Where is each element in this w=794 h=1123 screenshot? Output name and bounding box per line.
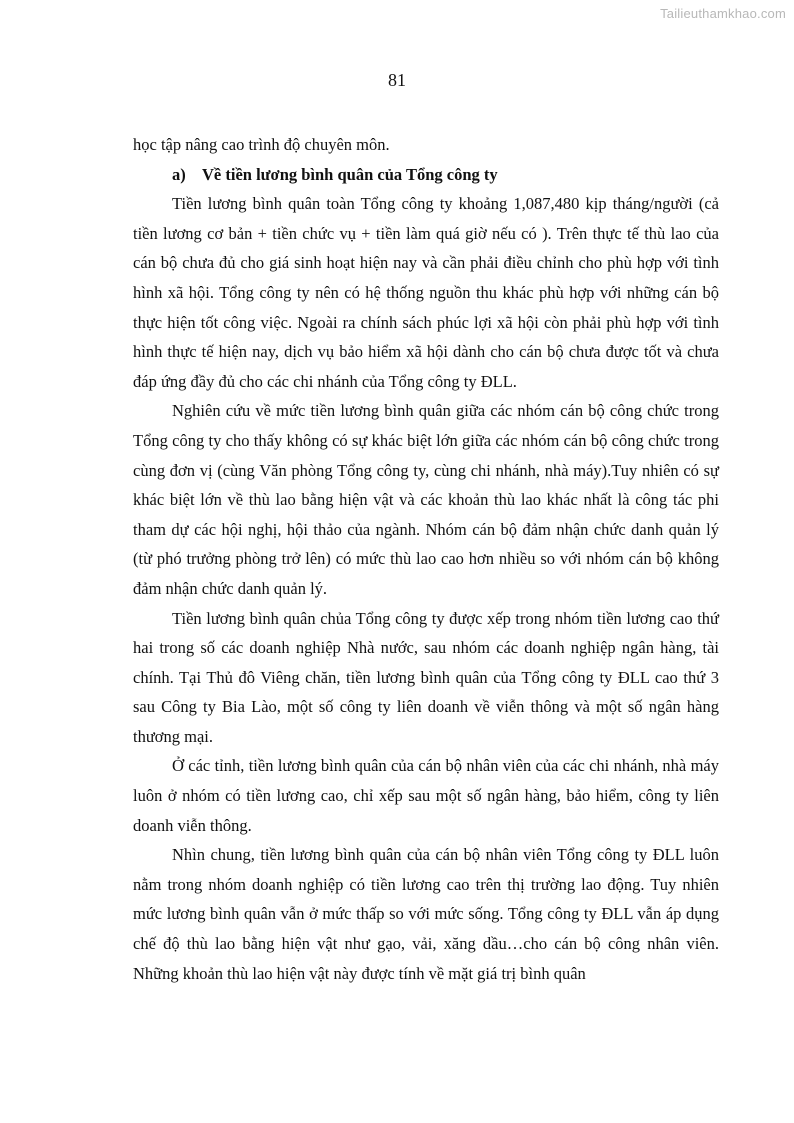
paragraph-average-salary: Tiền lương bình quân toàn Tổng công ty khoảng 1,087,480 kịp tháng/người (cả tiền lương cơ bản + tiền chức vụ + tiền làm quá giờ nếu có ). Trên thực tế thù lao của cán bộ chưa đủ cho giá sinh hoạt hiện nay và cần phải điều chỉnh cho phù hợp với tình hình xã hội. Tổng công ty nên có hệ thống nguồn thu khác phù hợp với những cán bộ thực hiện tốt công việc. Ngoài ra chính sách phúc lợi xã hội còn phải phù hợp với tình hình thực tế hiện nay, dịch vụ bảo hiểm xã hội dành cho cán bộ chưa được tốt và chưa đáp ứng đầy đủ cho các chi nhánh của Tổng công ty ĐLL. bbox=[133, 194, 719, 391]
section-heading-marker: a) bbox=[172, 164, 186, 184]
paragraph-salary-ranking: Tiền lương bình quân chủa Tổng công ty được xếp trong nhóm tiền lương cao thứ hai trong số các doanh nghiệp Nhà nước, sau nhóm các doanh nghiệp ngân hàng, tài chính. Tại Thủ đô Viêng chăn, tiền lương bình quân của Tổng công ty ĐLL cao thứ 3 sau Công ty Bia Lào, một số công ty liên doanh về viễn thông và một số ngân hàng thương mại. bbox=[133, 608, 719, 746]
page-number: 81 bbox=[388, 70, 406, 90]
document-body bbox=[133, 130, 719, 988]
paragraph-salary-groups: Nghiên cứu về mức tiền lương bình quân giữa các nhóm cán bộ công chức trong Tổng công ty cho thấy không có sự khác biệt lớn giữa các nhóm cán bộ công chức trong cùng đơn vị (cùng Văn phòng Tổng công ty, cùng chi nhánh, nhà máy).Tuy nhiên có sự khác biệt lớn về thù lao bằng hiện vật và các khoản thù lao khác nhất là công tác phi tham dự các hội nghị, hội thảo của ngành. Nhóm cán bộ đảm nhận chức danh quản lý (từ phó trưởng phòng trở lên) có mức thù lao cao hơn nhiều so với nhóm cán bộ không đảm nhận chức danh quản lý. bbox=[133, 401, 719, 598]
section-heading bbox=[133, 160, 719, 190]
continuation-line: học tập nâng cao trình độ chuyên môn. bbox=[133, 135, 390, 154]
watermark: Tailieuthamkhao.com bbox=[660, 6, 786, 21]
paragraph-provinces: Ở các tỉnh, tiền lương bình quân của cán bộ nhân viên của các chi nhánh, nhà máy luôn ở nhóm có tiền lương cao, chỉ xếp sau một số ngân hàng, bảo hiểm, công ty liên doanh viễn thông. bbox=[133, 756, 719, 835]
paragraph-summary: Nhìn chung, tiền lương bình quân của cán bộ nhân viên Tổng công ty ĐLL luôn nằm trong nhóm doanh nghiệp có tiền lương cao trên thị trường lao động. Tuy nhiên mức lương bình quân vẫn ở mức thấp so với mức sống. Tổng công ty ĐLL vẫn áp dụng chế độ thù lao bằng hiện vật như gạo, vải, xăng dầu…cho cán bộ công nhân viên. Những khoản thù lao hiện vật này được tính về mặt giá trị bình quân bbox=[133, 845, 719, 983]
section-heading-title: Về tiền lương bình quân của Tổng công ty bbox=[202, 164, 498, 184]
